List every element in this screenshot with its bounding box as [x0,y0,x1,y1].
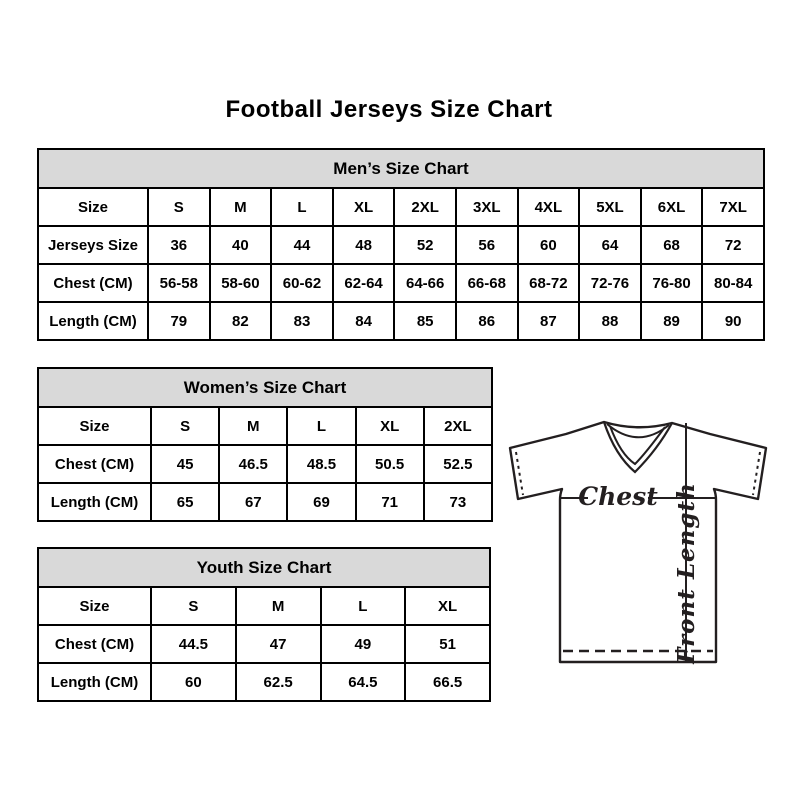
column-header: 3XL [456,188,518,226]
column-header: M [219,407,287,445]
cell-value: 56 [456,226,518,264]
row-label: Length (CM) [38,663,151,701]
row-label: Size [38,587,151,625]
cell-value: 68 [641,226,703,264]
chest-label: Chest [578,482,658,511]
table-row [38,188,764,226]
cell-value: 62-64 [333,264,395,302]
table-row [38,407,492,445]
row-label: Jerseys Size [38,226,148,264]
jersey-measurement-diagram [500,398,780,673]
cell-value: 90 [702,302,764,340]
cell-value: 87 [518,302,580,340]
cell-value: 69 [287,483,355,521]
column-header: XL [405,587,490,625]
column-header: 2XL [394,188,456,226]
table-row [38,264,764,302]
cell-value: 79 [148,302,210,340]
column-header: S [151,587,236,625]
jersey-outline-icon [510,422,766,662]
cell-value: 60 [518,226,580,264]
cell-value: 80-84 [702,264,764,302]
cell-value: 72-76 [579,264,641,302]
cell-value: 83 [271,302,333,340]
column-header: S [151,407,219,445]
table-row [38,625,490,663]
column-header: 5XL [579,188,641,226]
column-header: L [271,188,333,226]
cell-value: 48 [333,226,395,264]
cell-value: 66.5 [405,663,490,701]
table-title: Youth Size Chart [38,548,490,587]
column-header: L [287,407,355,445]
row-label: Size [38,188,148,226]
cell-value: 85 [394,302,456,340]
row-label: Length (CM) [38,302,148,340]
table-title-row [38,368,492,407]
table-row [38,663,490,701]
cell-value: 51 [405,625,490,663]
cell-value: 45 [151,445,219,483]
cell-value: 88 [579,302,641,340]
row-label: Chest (CM) [38,625,151,663]
cell-value: 52 [394,226,456,264]
page-title: Football Jerseys Size Chart [225,96,553,123]
cell-value: 58-60 [210,264,272,302]
cell-value: 65 [151,483,219,521]
column-header: 4XL [518,188,580,226]
table-row [38,483,492,521]
table-row [38,587,490,625]
column-header: 2XL [424,407,492,445]
cell-value: 82 [210,302,272,340]
front-length-label: Front Length [673,482,700,664]
column-header: S [148,188,210,226]
cell-value: 72 [702,226,764,264]
column-header: M [236,587,321,625]
table-title-row [38,548,490,587]
cell-value: 52.5 [424,445,492,483]
cell-value: 60-62 [271,264,333,302]
cell-value: 47 [236,625,321,663]
table-row [38,302,764,340]
cell-value: 67 [219,483,287,521]
cell-value: 36 [148,226,210,264]
mens-size-table [37,148,765,341]
table-title-row [38,149,764,188]
cell-value: 40 [210,226,272,264]
table-row [38,226,764,264]
cell-value: 76-80 [641,264,703,302]
cell-value: 86 [456,302,518,340]
cell-value: 84 [333,302,395,340]
row-label: Chest (CM) [38,264,148,302]
column-header: XL [356,407,424,445]
jersey-icon [500,398,780,673]
column-header: 7XL [702,188,764,226]
cell-value: 73 [424,483,492,521]
cell-value: 56-58 [148,264,210,302]
row-label: Length (CM) [38,483,151,521]
cell-value: 64-66 [394,264,456,302]
cell-value: 64.5 [321,663,406,701]
column-header: 6XL [641,188,703,226]
column-header: XL [333,188,395,226]
cell-value: 49 [321,625,406,663]
womens-size-table [37,367,493,522]
cell-value: 44 [271,226,333,264]
cell-value: 44.5 [151,625,236,663]
cell-value: 48.5 [287,445,355,483]
cell-value: 64 [579,226,641,264]
table-title: Women’s Size Chart [38,368,492,407]
cell-value: 60 [151,663,236,701]
cell-value: 71 [356,483,424,521]
column-header: L [321,587,406,625]
cell-value: 66-68 [456,264,518,302]
table-row [38,445,492,483]
cell-value: 89 [641,302,703,340]
cell-value: 50.5 [356,445,424,483]
youth-size-table [37,547,491,702]
cell-value: 68-72 [518,264,580,302]
column-header: M [210,188,272,226]
cell-value: 62.5 [236,663,321,701]
table-title: Men’s Size Chart [38,149,764,188]
row-label: Chest (CM) [38,445,151,483]
cell-value: 46.5 [219,445,287,483]
row-label: Size [38,407,151,445]
